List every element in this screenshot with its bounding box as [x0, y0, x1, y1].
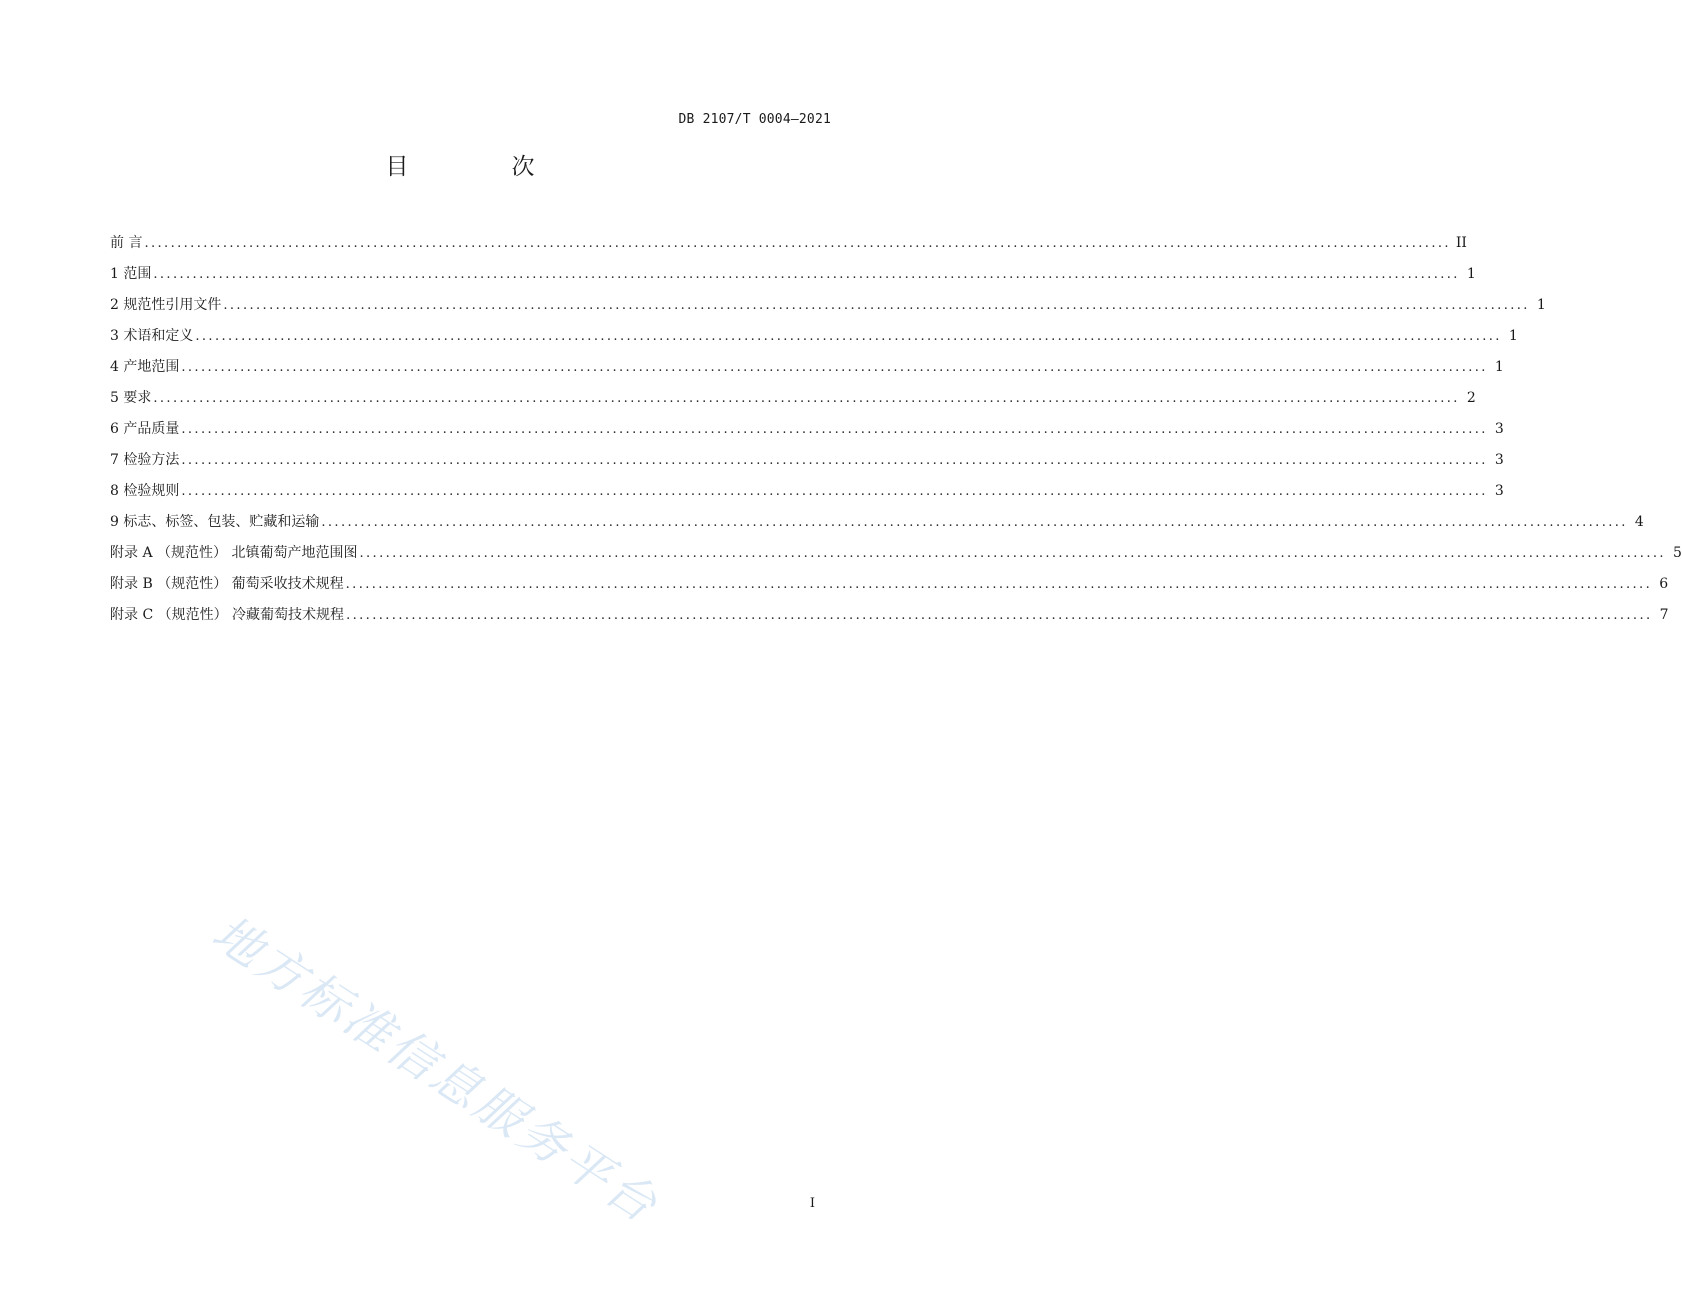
- toc-entry-page: 3: [1494, 483, 1504, 499]
- toc-leader-dots: ........................................................................................................................................................................................................: [346, 608, 1653, 623]
- toc-entry-terms[interactable]: [110, 325, 1518, 356]
- toc-entry-label: 3 术语和定义: [110, 328, 194, 344]
- toc-leader-dots: ........................................................................................................................................................................................................: [153, 391, 1460, 406]
- toc-entry-label: 前 言: [110, 235, 143, 251]
- toc-entry-foreword[interactable]: [110, 232, 1467, 263]
- toc-entry-label: 2 规范性引用文件: [110, 297, 222, 313]
- toc-entry-page: 5: [1673, 545, 1682, 561]
- toc-entry-page: 7: [1659, 607, 1669, 623]
- toc-entry-marking-packaging[interactable]: [110, 511, 1644, 542]
- toc-leader-dots: ........................................................................................................................................................................................................: [181, 360, 1488, 375]
- toc-title: 目 次: [385, 154, 575, 180]
- toc-leader-dots: ........................................................................................................................................................................................................: [181, 453, 1488, 468]
- table-of-contents: [110, 232, 1682, 635]
- toc-leader-dots: ........................................................................................................................................................................................................: [153, 267, 1460, 282]
- toc-entry-label: 7 检验方法: [110, 452, 180, 468]
- watermark: 地方标准信息服务平台: [202, 904, 669, 1235]
- toc-entry-page: 1: [1466, 266, 1476, 282]
- toc-leader-dots: ........................................................................................................................................................................................................: [144, 236, 1451, 251]
- toc-entry-label: 附录 B （规范性） 葡萄采收技术规程: [110, 576, 344, 592]
- toc-leader-dots: ........................................................................................................................................................................................................: [195, 329, 1502, 344]
- toc-entry-appendix-c[interactable]: [110, 604, 1669, 635]
- toc-entry-label: 附录 C （规范性） 冷藏葡萄技术规程: [110, 607, 345, 623]
- toc-leader-dots: ........................................................................................................................................................................................................: [223, 298, 1530, 313]
- toc-entry-scope[interactable]: [110, 263, 1476, 294]
- page-number: I: [809, 1196, 815, 1211]
- toc-entry-label: 4 产地范围: [110, 359, 180, 375]
- toc-entry-page: 1: [1536, 297, 1546, 313]
- toc-entry-page: 1: [1494, 359, 1504, 375]
- toc-entry-label: 1 范围: [110, 266, 152, 282]
- toc-entry-product-quality[interactable]: [110, 418, 1504, 449]
- toc-entry-page: 3: [1494, 452, 1504, 468]
- document-code: DB 2107/T 0004—2021: [678, 112, 831, 127]
- toc-entry-origin-area[interactable]: [110, 356, 1504, 387]
- toc-leader-dots: ........................................................................................................................................................................................................: [181, 422, 1488, 437]
- toc-leader-dots: ........................................................................................................................................................................................................: [181, 484, 1488, 499]
- toc-entry-test-methods[interactable]: [110, 449, 1504, 480]
- toc-entry-label: 8 检验规则: [110, 483, 180, 499]
- toc-entry-requirements[interactable]: [110, 387, 1476, 418]
- toc-leader-dots: ........................................................................................................................................................................................................: [345, 577, 1653, 592]
- toc-entry-label: 6 产品质量: [110, 421, 180, 437]
- toc-entry-appendix-a[interactable]: [110, 542, 1682, 573]
- toc-entry-page: 2: [1466, 390, 1476, 406]
- toc-entry-page: 3: [1494, 421, 1504, 437]
- toc-entry-appendix-b[interactable]: [110, 573, 1669, 604]
- toc-leader-dots: ........................................................................................................................................................................................................: [359, 546, 1666, 561]
- toc-entry-page: 1: [1508, 328, 1518, 344]
- toc-entry-label: 9 标志、标签、包装、贮藏和运输: [110, 514, 320, 530]
- toc-entry-label: 附录 A （规范性） 北镇葡萄产地范围图: [110, 545, 358, 561]
- toc-entry-page: 4: [1634, 514, 1644, 530]
- toc-entry-page: 6: [1659, 576, 1669, 592]
- toc-entry-inspection-rules[interactable]: [110, 480, 1504, 511]
- toc-leader-dots: ........................................................................................................................................................................................................: [321, 515, 1628, 530]
- toc-entry-page: II: [1455, 235, 1467, 251]
- toc-entry-normative-references[interactable]: [110, 294, 1546, 325]
- toc-entry-label: 5 要求: [110, 390, 152, 406]
